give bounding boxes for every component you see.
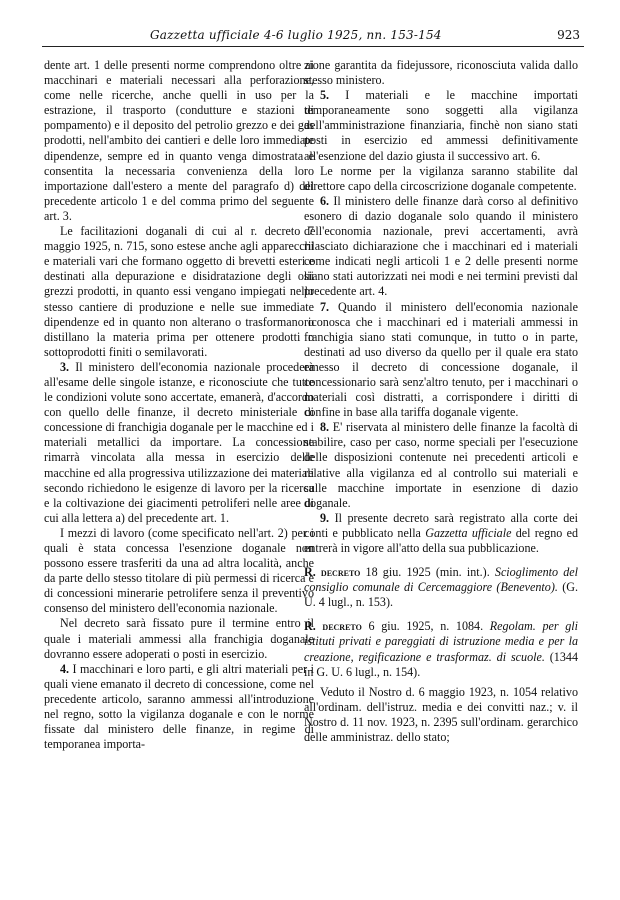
- decree-reference: (G. U. 4 lugl., n. 153).: [304, 580, 578, 610]
- article-text: Il ministero delle finanze darà corso al definitivo esonero di dazio doganale solo quando il ministero dell'economia nazionale, previ accertamenti, avrà rilasciato dichiarazione che i macchinari ed i materiali come indicati negli articoli 1 e 2 delle presenti norme siano stati autorizzati nei modi e nei termini previsti dal precedente art. 4.: [304, 193, 578, 299]
- article-number: 5.: [320, 88, 330, 103]
- decree-date: 6 giu. 1925, n. 1084.: [361, 619, 490, 634]
- gazette-title: Gazzetta ufficiale: [425, 525, 512, 540]
- article-paragraph: [304, 420, 578, 511]
- paragraph: Veduto il Nostro d. 6 maggio 1923, n. 1054 relativo all'ordinam. dell'istruz. media e dei convitti naz.; v. il Nostro d. 11 nov. 1923, n. 2395 sull'ordinam. gerarchico delle amministraz. dello stato;: [304, 684, 578, 745]
- article-text: E' riservata al ministero delle finanze la facoltà di stabilire, caso per caso, norme speciali per l'esecuzione delle disposizioni contenute nei precedenti articoli e relative alla vigilanza ed al controllo sui materiali e sulle macchine importate in esenzione di dazio doganale.: [304, 420, 578, 510]
- article-paragraph: [304, 194, 578, 300]
- decree-reference: (1344 in G. U. 6 lugl., n. 154).: [304, 649, 578, 679]
- paragraph: zione garantita da fidejussore, riconosciuta valida dallo stesso ministero.: [304, 58, 578, 88]
- article-number: 6.: [320, 193, 330, 208]
- decree-text: [304, 619, 578, 679]
- paragraph: Le facilitazioni doganali di cui al r. decreto 7 maggio 1925, n. 715, sono estese anche agli apparecchi e materiali vari che formano oggetto di brevetti esteri e destinati alla depurazione e disidratazione degli olii grezzi prodotti, in quanto essi vengano impiegati nello stesso cantiere di produzione e nelle sue immediate dipendenze ed in quanto non alterano o trasformano o distillano la materia prima per ottenere prodotti o sottoprodotti finiti o semilavorati.: [44, 224, 314, 359]
- article-number: 4.: [60, 661, 70, 676]
- decree-label: R. decreto: [304, 565, 361, 580]
- article-paragraph: [44, 662, 314, 753]
- article-paragraph: [304, 88, 578, 163]
- article-paragraph: [304, 300, 578, 421]
- article-text: Il presente decreto sarà registrato alla corte dei conti e pubblicato nella: [304, 510, 578, 540]
- left-column: [44, 58, 314, 752]
- decree-entry: [304, 619, 578, 679]
- decree-label: R. decreto: [304, 619, 362, 634]
- decree-title: Regolam. per gli istituti privati e pareggiati di istruzione media e per la creazione, regificazione e trasformaz. di scuole.: [304, 619, 579, 664]
- paragraph: I mezzi di lavoro (come specificato nell'art. 2) per i quali è stata concessa l'esenzione doganale non possono essere trasferiti da una ad altra località, anche da parte dello stesso titolare di più permessi di ricerca e di concessioni minerarie petrolifere senza il preventivo consenso del ministero dell'economia nazionale.: [44, 525, 314, 616]
- article-number: 7.: [320, 299, 330, 314]
- article-text: Quando il ministero dell'economia nazionale riconosca che i macchinari ed i materiali ammessi in franchigia siano stati comunque, in tutto o in parte, destinati ad uso diverso da quello per il quale era stato emesso il decreto di concessione doganale, il concessionario sarà senz'altro tenuto, per i macchinari o materiali così distratti, a corrispondere i diritti di confine in base alla tariffa doganale vigente.: [304, 299, 578, 420]
- article-text: I materiali e le macchine importati temporaneamente sono soggetti alla vigilanza dell'amministrazione finanziaria, finchè non siano stati posti in esercizio ed ammessi definitivamente all'esenzione del dazio giusta il successivo art. 6.: [304, 88, 579, 163]
- article-paragraph: [44, 360, 314, 526]
- article-number: 3.: [60, 359, 70, 374]
- page-header: [42, 26, 584, 47]
- article-paragraph: [304, 511, 578, 556]
- right-column: [304, 58, 578, 745]
- decree-text: [304, 565, 578, 610]
- paragraph: dente art. 1 delle presenti norme comprendono oltre ai macchinari e materiali necessari alla perforazione, come nelle ricerche, anche quelli in uso per la estrazione, il trasporto (condutture e stazioni di pompamento) e il deposito del petrolio grezzo e dei gas prodotti, nell'ambito dei cantieri e delle loro immediate dipendenze, sempre ed in quanto venga dimostrata e consentita la necessaria convenienza della loro importazione dall'estero a mente del paragrafo d) del precedente articolo 1 e del comma primo del seguente art. 3.: [44, 58, 314, 223]
- decree-title: Scioglimento del consiglio comunale di Cercemaggiore (Benevento).: [304, 565, 578, 595]
- decree-date: 18 giu. 1925 (min. int.).: [360, 565, 495, 580]
- article-number: 8.: [320, 420, 330, 435]
- decree-entry: [304, 565, 578, 610]
- article-number: 9.: [320, 510, 330, 525]
- paragraph: Nel decreto sarà fissato pure il termine entro il quale i materiali ammessi alla franchigia doganale dovranno essere adoperati o posti in esercizio.: [44, 616, 314, 661]
- page-number: 923: [557, 28, 580, 42]
- article-text: Il ministero dell'economia nazionale procederà all'esame delle singole istanze, e riconosciute che tutte le condizioni volute sono accertate, emanerà, d'accordo con quello delle finanze, il decreto ministeriale di concessione di franchigia doganale per le macchine ed i materiali metallici da importare. La concessione rimarrà vincolata alla messa in esercizio delle macchine ed alla progressiva utilizzazione dei materiali secondo richiedono le esigenze di lavoro per la ricerca e la coltivazione dei giacimenti petroliferi nelle aree di cui alla lettera a) del precedente art. 1.: [44, 359, 314, 525]
- running-head: Gazzetta ufficiale 4-6 luglio 1925, nn. 153-154: [150, 28, 442, 42]
- article-text: del regno ed entrerà in vigore all'atto della sua pubblicazione.: [304, 525, 579, 555]
- article-text: I macchinari e loro parti, e gli altri materiali per i quali viene emanato il decreto di concessione, come nel precedente articolo, saranno ammessi all'introduzione nel regno, sotto la vigilanza doganale e con le norme fissate dal ministero delle finanze, in regime di temporanea importa-: [44, 661, 314, 752]
- paragraph: Le norme per la vigilanza saranno stabilite dal direttore capo della circoscrizione doganale competente.: [304, 163, 578, 193]
